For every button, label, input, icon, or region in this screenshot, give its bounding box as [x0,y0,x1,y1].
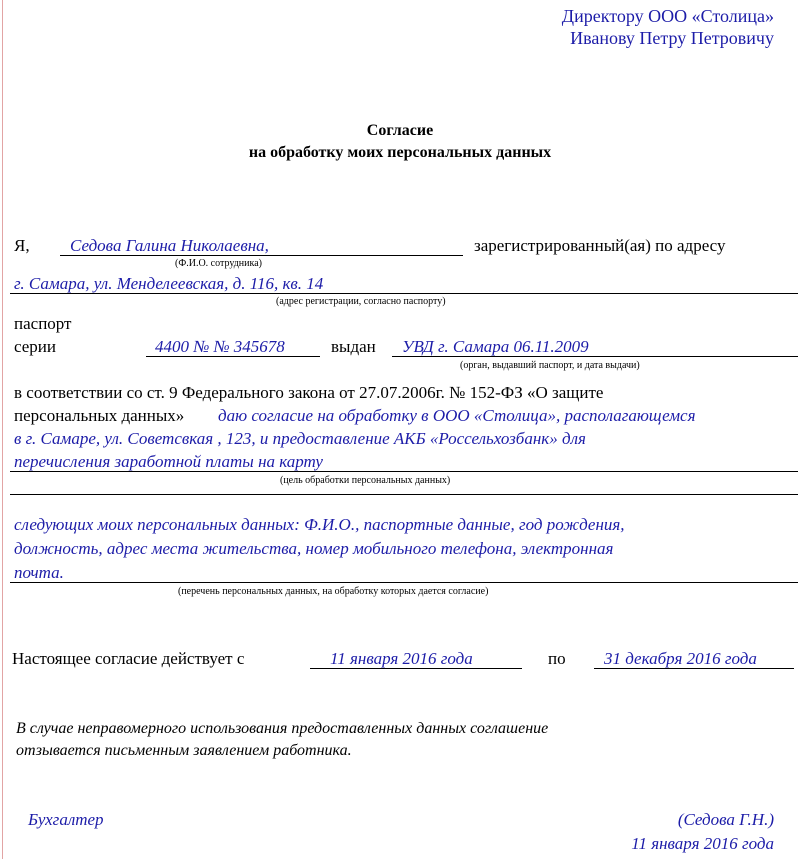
passport-issued-by: УВД г. Самара 06.11.2009 [402,337,589,356]
blank-line [10,494,798,495]
valid-to-date: 31 декабря 2016 года [604,649,757,668]
valid-to-label: по [548,649,566,668]
data-list-line-3: почта. [14,563,64,582]
signature-date: 11 января 2016 года [631,834,774,853]
revocation-line-2: отзывается письменным заявлением работника. [16,742,352,759]
issued-label: выдан [331,337,376,356]
data-list-line-2: должность, адрес места жительства, номер мобильного телефона, электронная [14,539,614,558]
name-underline [60,255,463,256]
passport-number-underline [146,356,320,357]
name-prefix: Я, [14,236,30,255]
purpose-line-4: перечисления заработной платы на карту [14,452,323,471]
signer-name: (Седова Г.Н.) [677,810,774,829]
passport-caption: (орган, выдавший паспорт, и дата выдачи) [460,360,640,371]
passport-number: 4400 № № 345678 [155,337,285,356]
revocation-line-1: В случае неправомерного использования предоставленных данных соглашение [16,720,549,737]
address-caption: (адрес регистрации, согласно паспорту) [276,296,446,307]
purpose-underline [10,471,798,472]
document-subtitle: на обработку моих персональных данных [248,144,552,161]
data-list-caption: (перечень персональных данных, на обработку которых дается согласие) [178,586,489,597]
law-reference-line-2: персональных данных» [14,406,185,425]
series-label: серии [14,337,56,356]
name-caption: (Ф.И.О. сотрудника) [175,258,262,269]
valid-from-date: 11 января 2016 года [330,649,473,668]
address-underline [10,293,798,294]
employee-name: Седова Галина Николаевна, [70,236,269,255]
recipient-line-1: Директору ООО «Столица» [561,6,774,26]
purpose-line-3: в г. Самаре, ул. Советсвкая , 123, и предоставление АКБ «Россельхозбанк» для [14,429,586,448]
law-reference-line-1: в соответствии со ст. 9 Федерального закона от 27.07.2006г. № 152-ФЗ «О защите [14,383,604,402]
valid-to-underline [594,668,794,669]
recipient-line-2: Иванову Петру Петровичу [570,28,774,48]
passport-label: паспорт [14,314,72,333]
valid-from-underline [310,668,522,669]
issued-underline [392,356,798,357]
signer-position: Бухгалтер [28,810,104,829]
data-list-underline [10,582,798,583]
document-title: Согласие [366,122,434,139]
purpose-caption: (цель обработки персональных данных) [280,475,451,486]
data-list-line-1: следующих моих персональных данных: Ф.И.О., паспортные данные, год рождения, [14,515,625,534]
purpose-line-2: даю согласие на обработку в ООО «Столица», располагающемся [218,406,696,425]
registered-label: зарегистрированный(ая) по адресу [474,236,726,255]
registration-address: г. Самара, ул. Менделеевская, д. 116, кв. 14 [14,274,324,293]
validity-label: Настоящее согласие действует с [12,649,245,668]
